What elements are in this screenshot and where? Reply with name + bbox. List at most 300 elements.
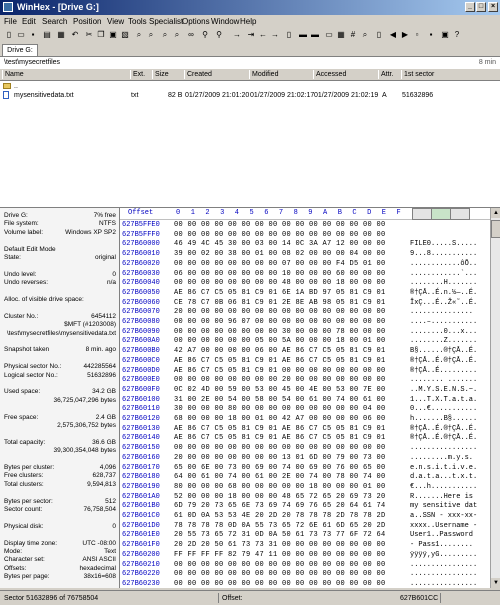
- info-row: [4, 523, 116, 531]
- info-row: [4, 573, 116, 581]
- info-row: [4, 514, 116, 522]
- hex-row[interactable]: [120, 221, 490, 229]
- find-hex-icon[interactable]: ⌕: [148, 30, 154, 39]
- back-arrow-icon[interactable]: ◀: [389, 30, 397, 39]
- menu-search[interactable]: Search: [42, 17, 68, 26]
- info-row: [4, 212, 116, 220]
- info-value: NTFS: [99, 220, 116, 228]
- info-label: File system:: [4, 220, 39, 228]
- minimize-button[interactable]: _: [465, 2, 475, 12]
- directory-path-bar: [0, 56, 500, 70]
- hex-row[interactable]: [120, 454, 490, 462]
- hex-offset: 627B60140: [122, 434, 160, 443]
- tab-drive-g[interactable]: Drive G:: [2, 44, 38, 56]
- file-list: [0, 81, 500, 208]
- file-row[interactable]: [0, 91, 500, 100]
- info-row: [4, 288, 116, 296]
- info-label: Total clusters:: [4, 480, 44, 488]
- editor-area: [0, 208, 500, 588]
- info-row: [4, 531, 116, 539]
- info-row: [4, 246, 116, 254]
- hex-bytes: 0C 02 4D 00 59 00 53 00 45 00 4E 00 53 00 7E 00: [174, 385, 386, 394]
- hex-offset: 627B60150: [122, 444, 160, 453]
- hex-column-label: 8: [293, 209, 298, 217]
- hex-bytes: 42 A7 00 00 00 00 06 00 AE 86 C7 C5 05 81 C9 01: [174, 347, 386, 356]
- column-ext[interactable]: Ext.: [130, 70, 153, 79]
- hex-bytes: 65 00 6E 00 73 00 69 00 74 00 69 00 76 00 65 00: [174, 463, 386, 472]
- maximize-button[interactable]: □: [476, 2, 486, 12]
- hex-text: ÎxÇ...É..Ž«˜..É.: [410, 298, 478, 307]
- hex-column-label: 1: [190, 209, 195, 217]
- menu-position[interactable]: Position: [73, 17, 102, 26]
- hex-offset: 627B60060: [122, 298, 160, 307]
- column-created[interactable]: Created: [184, 70, 247, 79]
- status-offset-value: 627B601CC: [400, 595, 439, 602]
- hex-row[interactable]: [120, 240, 490, 248]
- copy-icon[interactable]: ❐: [97, 30, 105, 39]
- info-value: UTC -08:00: [82, 539, 116, 547]
- file-first-sector: 51632896: [402, 92, 434, 99]
- info-row: [4, 388, 116, 396]
- hex-bytes: 52 00 00 00 18 00 00 00 48 65 72 65 20 69 73 20: [174, 492, 386, 501]
- hex-row[interactable]: [120, 347, 490, 355]
- hex-offset: 627B60190: [122, 482, 160, 491]
- info-row: [4, 414, 116, 422]
- help-icon[interactable]: ?: [454, 30, 460, 39]
- hex-row[interactable]: [120, 250, 490, 258]
- ram-icon[interactable]: ▬: [311, 30, 319, 39]
- hex-bytes: 00 00 00 00 00 00 00 00 48 00 00 00 18 00 00 00: [174, 279, 386, 288]
- status-divider: [440, 593, 441, 603]
- column-size[interactable]: Size: [152, 70, 183, 79]
- hex-row[interactable]: [120, 464, 490, 472]
- info-value: 4,096: [99, 464, 116, 471]
- info-label: Alloc. of visible drive space:: [4, 296, 84, 303]
- find-next-icon[interactable]: ⚲: [202, 30, 208, 39]
- info-row: [4, 405, 116, 413]
- hex-row[interactable]: [120, 376, 490, 384]
- hex-text: ............`...: [410, 269, 478, 278]
- print-icon[interactable]: ▤: [43, 30, 51, 39]
- info-row: [4, 456, 116, 464]
- hex-row[interactable]: [120, 357, 490, 365]
- info-value: Text: [104, 548, 116, 555]
- hex-text: d.a.t.a...t.x.t.: [410, 473, 478, 482]
- hex-offset: 627B60120: [122, 415, 160, 423]
- info-row: [4, 548, 116, 556]
- hex-text: ÿÿÿÿ‚yG.........: [410, 550, 478, 559]
- search-disk-icon[interactable]: ⌕: [362, 30, 368, 39]
- hex-row[interactable]: [120, 415, 490, 423]
- hex-offset: 627B600C0: [122, 356, 160, 365]
- hex-row[interactable]: [120, 328, 490, 336]
- info-value: original: [95, 254, 116, 261]
- info-row: [4, 338, 116, 346]
- info-value: 2.4 GB: [95, 413, 116, 421]
- file-modified: 01/27/2009 21:02:17: [250, 92, 315, 99]
- hex-offset: 627B60020: [122, 259, 160, 268]
- hex-row[interactable]: [120, 570, 490, 578]
- hex-row[interactable]: [120, 299, 490, 307]
- column-modified[interactable]: Modified: [249, 70, 312, 79]
- info-row: [4, 229, 116, 237]
- hex-text: ...............: [410, 308, 474, 317]
- save-icon[interactable]: ▪: [31, 30, 35, 39]
- menu-tools[interactable]: Tools: [128, 17, 147, 26]
- hex-offset: 627B60210: [122, 560, 160, 569]
- hex-column-label: 6: [264, 209, 269, 217]
- hex-row[interactable]: [120, 318, 490, 326]
- info-row: [4, 489, 116, 497]
- info-value: 51632896: [87, 371, 116, 379]
- info-row: [4, 506, 116, 514]
- hex-text: ................: [410, 560, 478, 569]
- hex-offset: 627B600B0: [122, 347, 160, 356]
- hex-row[interactable]: [120, 473, 490, 481]
- hex-row[interactable]: [120, 512, 490, 520]
- info-label: Bytes per cluster:: [4, 464, 55, 471]
- hex-row[interactable]: [120, 396, 490, 404]
- hex-bytes: 00 00 00 00 00 00 00 00 30 00 00 00 78 00 00 00: [174, 327, 386, 336]
- forward-icon[interactable]: →: [271, 30, 279, 39]
- hex-row[interactable]: [120, 270, 490, 278]
- info-value: 2,575,306,752 bytes: [57, 422, 116, 429]
- hex-column-label: 3: [220, 209, 225, 217]
- column-accessed[interactable]: Accessed: [313, 70, 376, 79]
- menu-file[interactable]: File: [4, 17, 17, 26]
- replace-text-icon[interactable]: ⌕: [162, 30, 168, 39]
- menu-specialist[interactable]: Specialist: [149, 17, 184, 26]
- hex-row[interactable]: [120, 444, 490, 452]
- hex-column-label: A: [323, 209, 328, 217]
- scroll-up-arrow-icon[interactable]: ▲: [491, 208, 500, 218]
- hex-text: e.n.s.i.t.i.v.e.: [410, 463, 478, 472]
- hex-text: .........m.y.s.: [410, 453, 474, 462]
- hex-row[interactable]: [120, 260, 490, 268]
- vertical-scrollbar[interactable]: [490, 208, 500, 588]
- hex-bytes: CE 78 C7 0B 06 81 C9 01 2E 8E AB 98 05 81 C9 01: [174, 298, 386, 307]
- info-row: [4, 355, 116, 363]
- hex-column-label: D: [367, 209, 372, 217]
- info-row: [4, 313, 116, 321]
- hex-bytes: 00 00 00 00 00 00 00 00 00 00 00 00 00 00 00 00: [174, 579, 386, 588]
- hex-row[interactable]: [120, 386, 490, 394]
- directory-path: \test\mysecretfiles: [4, 59, 61, 66]
- calculator-icon[interactable]: ▦: [337, 30, 345, 39]
- file-row[interactable]: [0, 82, 500, 91]
- hex-bytes: 30 00 00 00 80 00 00 00 00 00 00 00 00 00 04 00: [174, 405, 386, 414]
- file-list-header: [0, 69, 500, 81]
- info-value: 512: [105, 497, 116, 505]
- info-row: [4, 346, 116, 354]
- window-title: WinHex - [Drive G:]: [17, 2, 99, 12]
- info-value: 7% free: [93, 212, 116, 219]
- hex-offset: 627B600E0: [122, 376, 160, 385]
- undo-icon[interactable]: ↶: [71, 30, 79, 39]
- info-label: Cluster No.:: [4, 312, 39, 320]
- info-row: [4, 296, 116, 304]
- info-row: [4, 237, 116, 245]
- hex-bytes: 68 00 00 00 18 00 01 00 42 A7 00 00 00 00 06 00: [174, 415, 386, 423]
- status-divider: [218, 593, 219, 603]
- column-name[interactable]: Name: [2, 70, 130, 79]
- hex-bytes: 20 2D 20 50 61 73 73 31 00 00 00 00 00 00 00 00: [174, 541, 386, 550]
- info-label: Logical sector No.:: [4, 371, 58, 379]
- goto-offset-icon[interactable]: →: [233, 30, 241, 39]
- hex-bytes: AE 86 C7 C5 05 81 C9 01 00 00 00 00 00 00 00 00: [174, 366, 386, 375]
- hex-bytes: 78 78 78 78 0D 0A 55 73 65 72 6E 61 6D 65 20 2D: [174, 521, 386, 530]
- hex-row[interactable]: [120, 367, 490, 375]
- info-row: [4, 472, 116, 480]
- status-bar: [0, 590, 500, 605]
- info-value: n/a: [106, 279, 116, 287]
- scroll-down-arrow-icon[interactable]: ▼: [491, 578, 500, 588]
- info-label: Used space:: [4, 388, 41, 396]
- hex-bytes: 00 00 00 00 00 00 00 00 00 00 00 00 00 00 00 00: [174, 560, 386, 569]
- column-attr[interactable]: Attr.: [378, 70, 399, 79]
- hex-text: 1...T.X.T.a.t.a.: [410, 395, 478, 404]
- hex-text: FILE0.....S.....: [410, 240, 478, 249]
- hex-text: ®†ÇÅ..É.®†ÇÅ..É.: [410, 424, 478, 433]
- hex-row[interactable]: [120, 308, 490, 316]
- forward-arrow-icon[interactable]: ▶: [401, 30, 409, 39]
- hex-text: €...h...........: [410, 482, 478, 491]
- info-row: [4, 271, 116, 279]
- menu-help[interactable]: Help: [240, 17, 257, 26]
- info-row: [4, 556, 116, 564]
- hex-bytes: 06 00 00 00 00 00 00 00 10 00 00 00 60 00 00 00: [174, 269, 386, 278]
- hex-row[interactable]: [120, 522, 490, 530]
- cut-icon[interactable]: ✂: [85, 30, 93, 39]
- hex-column-label: 2: [205, 209, 210, 217]
- hex-text: ........ .......: [410, 376, 478, 385]
- info-value: 36,725,047,296 bytes: [53, 396, 116, 404]
- properties-icon[interactable]: ▦: [57, 30, 65, 39]
- info-row: [4, 397, 116, 405]
- hex-row[interactable]: [120, 405, 490, 413]
- hex-text: ®†ÇÅ..É.®†ÇÅ..É.: [410, 434, 478, 443]
- status-sector: Sector 51632896 of 76758504: [4, 595, 99, 602]
- save-sector-icon[interactable]: ▫: [415, 30, 419, 39]
- menu-view[interactable]: View: [107, 17, 125, 26]
- hex-offset: 627B60170: [122, 463, 160, 472]
- hex-text: ................: [410, 579, 478, 588]
- info-row: [4, 372, 116, 380]
- info-value: ANSI ASCII: [82, 556, 116, 564]
- paste-icon[interactable]: ▣: [109, 30, 117, 39]
- hex-offset: 627B60200: [122, 550, 160, 559]
- info-row: [4, 279, 116, 287]
- info-label: Snapshot taken: [4, 346, 50, 354]
- hex-editor[interactable]: [120, 208, 490, 588]
- hash-icon[interactable]: #: [350, 30, 356, 39]
- hex-bytes: 20 55 73 65 72 31 0D 0A 50 61 73 73 77 6F 72 64: [174, 531, 386, 540]
- info-value: Windows XP SP2: [65, 228, 116, 236]
- info-value: 36.6 GB: [92, 438, 116, 446]
- hex-offset: 627B60070: [122, 308, 160, 317]
- hex-row[interactable]: [120, 531, 490, 539]
- hex-row[interactable]: [120, 434, 490, 442]
- hex-offset: 627B60230: [122, 579, 160, 588]
- hex-offset: 627B60090: [122, 327, 160, 336]
- hex-row[interactable]: [120, 289, 490, 297]
- hex-column-label: F: [396, 209, 401, 217]
- info-label: Volume label:: [4, 228, 44, 236]
- hex-row[interactable]: [120, 231, 490, 239]
- hex-offset: 627B60220: [122, 570, 160, 579]
- hex-column-label: 4: [234, 209, 239, 217]
- hex-row[interactable]: [120, 561, 490, 569]
- toolbar: [0, 28, 500, 44]
- menu-bar: [0, 15, 500, 28]
- hex-row[interactable]: [120, 493, 490, 501]
- column-first-sector[interactable]: 1st sector: [401, 70, 444, 79]
- info-label: State:: [4, 254, 21, 261]
- file-attr: A: [382, 92, 387, 99]
- hex-text: ........0...x...: [410, 327, 478, 336]
- hex-column-label: C: [352, 209, 357, 217]
- hex-offset: 627B60040: [122, 279, 160, 288]
- info-row: [4, 254, 116, 262]
- info-label: Display time zone:: [4, 539, 58, 547]
- info-label: Undo reverses:: [4, 279, 49, 287]
- hex-text: h.......B§......: [410, 415, 478, 423]
- hex-text: ........Z.......: [410, 337, 478, 346]
- back-icon[interactable]: ←: [259, 30, 267, 39]
- info-row: [4, 439, 116, 447]
- hex-bytes: 00 00 00 00 00 00 00 00 20 00 00 00 00 00 00 00: [174, 376, 386, 385]
- hex-bytes: 00 00 00 00 00 00 00 00 00 00 00 00 00 00 00 00: [174, 221, 386, 229]
- file-accessed: 01/27/2009 21:02:19: [314, 92, 379, 99]
- binoculars-icon[interactable]: ∞: [188, 30, 194, 39]
- file-name: ..: [14, 83, 18, 90]
- hex-bytes: 64 00 61 00 74 00 61 00 2E 00 74 00 78 00 74 00: [174, 473, 386, 482]
- bookmark-icon[interactable]: ▯: [286, 30, 292, 39]
- hex-bytes: 31 00 2E 00 54 00 58 00 54 00 61 00 74 00 61 00: [174, 395, 386, 404]
- hex-offset: 627B600F0: [122, 385, 160, 394]
- info-row: [4, 220, 116, 228]
- info-value: hexadecimal: [79, 564, 116, 572]
- menu-window[interactable]: Window: [211, 17, 240, 26]
- drive-icon[interactable]: ▭: [325, 30, 333, 39]
- hex-text: 0...€...........: [410, 405, 478, 414]
- camera-icon[interactable]: ▣: [441, 30, 449, 39]
- info-value: $MFT (#1203008): [64, 321, 116, 329]
- hex-row[interactable]: [120, 279, 490, 287]
- hex-bytes: 00 00 00 00 00 00 05 00 5A 00 00 00 18 00 01 00: [174, 337, 386, 346]
- file-size: 82 B: [168, 92, 183, 99]
- info-value: 628,737: [92, 472, 116, 480]
- document-icon: [3, 91, 9, 99]
- hex-bytes: 00 00 00 00 96 07 00 00 00 00 00 00 00 00 00 00: [174, 318, 386, 326]
- hex-text: R.......Here is: [410, 492, 474, 501]
- copy-block-icon[interactable]: ▧: [121, 30, 129, 39]
- hex-text: ..M.Y.S.E.N.S.~.: [410, 385, 478, 394]
- hex-offset: 627B60100: [122, 395, 160, 404]
- find-text-icon[interactable]: ⌕: [136, 30, 142, 39]
- hex-offset: 627B5FFF0: [122, 230, 160, 239]
- hex-row[interactable]: [120, 541, 490, 549]
- snapshot-age: 8 min: [478, 59, 496, 66]
- open-folder-icon[interactable]: ▭: [17, 30, 25, 39]
- document-tabs: [0, 43, 500, 55]
- hex-row[interactable]: [120, 502, 490, 510]
- info-value: 34.2 GB: [92, 388, 116, 396]
- info-label: Sector count:: [4, 506, 43, 513]
- info-row: [4, 481, 116, 489]
- hex-text: - Pass1........: [410, 541, 474, 550]
- hex-text: ®†ÇÅ..É.n.½—..É.: [410, 288, 478, 297]
- hex-offset: 627B600D0: [122, 366, 160, 375]
- hex-bytes: 20 00 00 00 00 00 00 00 00 00 00 00 00 00 00 00: [174, 308, 386, 317]
- menu-edit[interactable]: Edit: [22, 17, 36, 26]
- info-row: [4, 565, 116, 573]
- hex-offset: 627B601D0: [122, 521, 160, 530]
- info-value: 6454112: [91, 312, 116, 320]
- scroll-thumb[interactable]: [491, 220, 500, 238]
- template-view-button[interactable]: [450, 208, 470, 220]
- hex-offset: 627B60080: [122, 318, 160, 326]
- info-label: Bytes per page:: [4, 573, 50, 581]
- hex-row[interactable]: [120, 580, 490, 588]
- hex-bytes: AE 86 C7 C5 05 81 C9 01 AE 86 C7 C5 05 81 C9 01: [174, 434, 386, 443]
- text-view-toggle-button[interactable]: [431, 208, 451, 220]
- hex-bytes: 00 00 00 00 00 00 00 00 00 00 00 00 00 00 00 00: [174, 444, 386, 453]
- goto-sector-icon[interactable]: ⇥: [247, 30, 255, 39]
- hex-bytes: 80 00 00 00 68 00 00 00 00 00 18 00 00 00 01 00: [174, 482, 386, 491]
- hex-row[interactable]: [120, 551, 490, 559]
- winhex-app-icon: [3, 2, 13, 12]
- hex-text: ....–...........: [410, 318, 478, 326]
- info-value: 0: [112, 270, 116, 278]
- hex-bytes: 39 00 02 00 38 00 01 00 08 02 00 00 00 04 00 00: [174, 250, 386, 259]
- hex-bytes: 00 00 00 00 00 00 00 00 00 00 00 00 00 00 00 00: [174, 570, 386, 579]
- hex-text: a..SSN - xxx-xx-: [410, 512, 478, 520]
- hex-text: B§......®†ÇÅ..É.: [410, 347, 478, 356]
- replace-hex-icon[interactable]: ⌕: [174, 30, 180, 39]
- hex-text: ................: [410, 444, 478, 453]
- hex-view-toggle-button[interactable]: [412, 208, 432, 220]
- info-value: 9,594,813: [87, 480, 116, 488]
- close-button[interactable]: ×: [488, 2, 498, 12]
- hex-offset: 627B601F0: [122, 541, 160, 550]
- disk-icon[interactable]: ▬: [299, 30, 307, 39]
- hex-text: User1..Password: [410, 531, 474, 540]
- new-file-icon[interactable]: ▯: [6, 30, 12, 39]
- info-label: Free clusters:: [4, 472, 44, 480]
- hex-text: ®†ÇÅ..É.........: [410, 366, 478, 375]
- info-panel: [0, 208, 120, 588]
- hex-text: ®†ÇÅ..É.®†ÇÅ..É.: [410, 356, 478, 365]
- offset-header: Offset: [128, 209, 154, 217]
- hex-row[interactable]: [120, 483, 490, 491]
- find-all-icon[interactable]: ⚲: [216, 30, 222, 39]
- hex-row[interactable]: [120, 425, 490, 433]
- hex-offset: 627B60130: [122, 424, 160, 433]
- lock-icon[interactable]: ▪: [429, 30, 433, 39]
- hex-offset: 627B60050: [122, 288, 160, 297]
- hex-row[interactable]: [120, 337, 490, 345]
- menu-options[interactable]: Options: [182, 17, 210, 26]
- file-name: mysensitivedata.txt: [14, 92, 74, 99]
- hex-bytes: 00 00 00 00 00 00 00 00 00 00 00 00 00 00 00 00: [174, 230, 386, 239]
- case-icon[interactable]: ▯: [376, 30, 382, 39]
- hex-bytes: 00 00 00 00 00 00 00 00 07 00 00 00 F4 D5 01 00: [174, 259, 386, 268]
- info-label: Total capacity:: [4, 438, 46, 446]
- hex-offset: 627B60000: [122, 240, 160, 249]
- hex-bytes: AE 86 C7 C5 05 81 C9 01 AE 86 C7 C5 05 81 C9 01: [174, 424, 386, 433]
- hex-text: ........H.......: [410, 279, 478, 288]
